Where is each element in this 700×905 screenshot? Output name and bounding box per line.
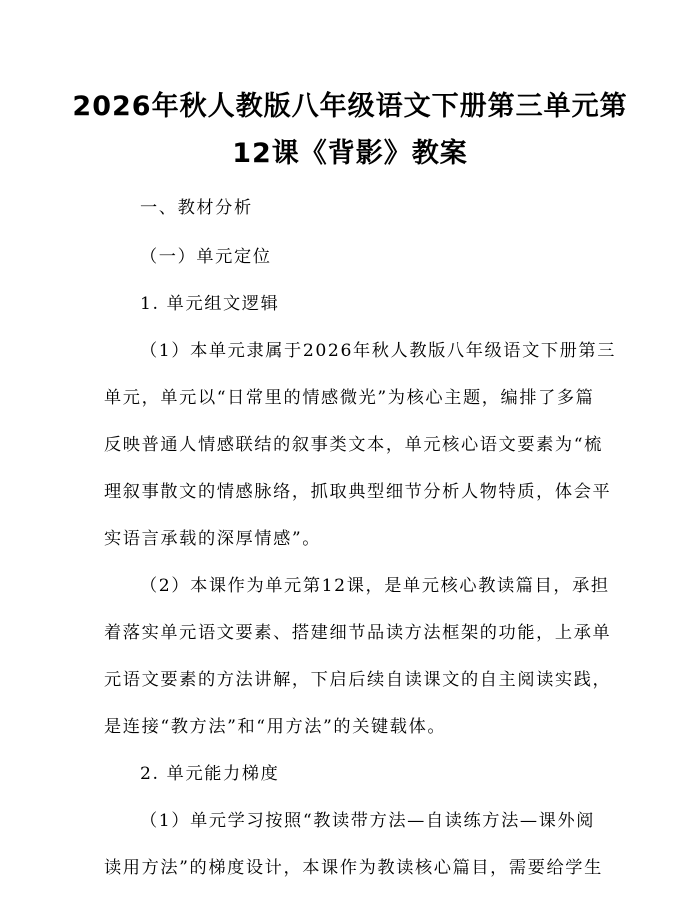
section-heading-1: 一、教材分析 (140, 198, 253, 218)
subsection-heading-1: （一）单元定位 (140, 247, 272, 267)
document-title-line-1: 2026年秋人教版八年级语文下册第三单元第 (72, 91, 628, 122)
paragraph-line: （1）本单元隶属于2026年秋人教版八年级语文下册第三 (140, 341, 617, 361)
paragraph-line: 元语文要素的方法讲解，下启后续自读课文的自主阅读实践， (104, 670, 612, 690)
paragraph-line: 理叙事散文的情感脉络，抓取典型细节分析人物特质，体会平 (104, 482, 612, 502)
point-heading-2: 2. 单元能力梯度 (140, 764, 280, 784)
paragraph-line: （1）单元学习按照“教读带方法—自读练方法—课外阅 (140, 811, 596, 831)
paragraph-line: 着落实单元语文要素、搭建细节品读方法框架的功能，上承单 (104, 623, 612, 643)
paragraph-line: 是连接“教方法”和“用方法”的关键载体。 (104, 717, 447, 737)
paragraph-line: 反映普通人情感联结的叙事类文本，单元核心语文要素为“梳 (104, 435, 603, 455)
point-heading-1: 1. 单元组文逻辑 (140, 294, 280, 314)
paragraph-line: （2）本课作为单元第12课，是单元核心教读篇目，承担 (140, 576, 610, 596)
paragraph-line: 实语言承载的深厚情感”。 (104, 529, 322, 549)
paragraph-line: 单元，单元以“日常里的情感微光”为核心主题，编排了多篇 (104, 388, 595, 408)
paragraph-line: 读用方法”的梯度设计，本课作为教读核心篇目，需要给学生 (104, 858, 603, 878)
document-title-line-2: 12课《背影》教案 (232, 138, 468, 169)
